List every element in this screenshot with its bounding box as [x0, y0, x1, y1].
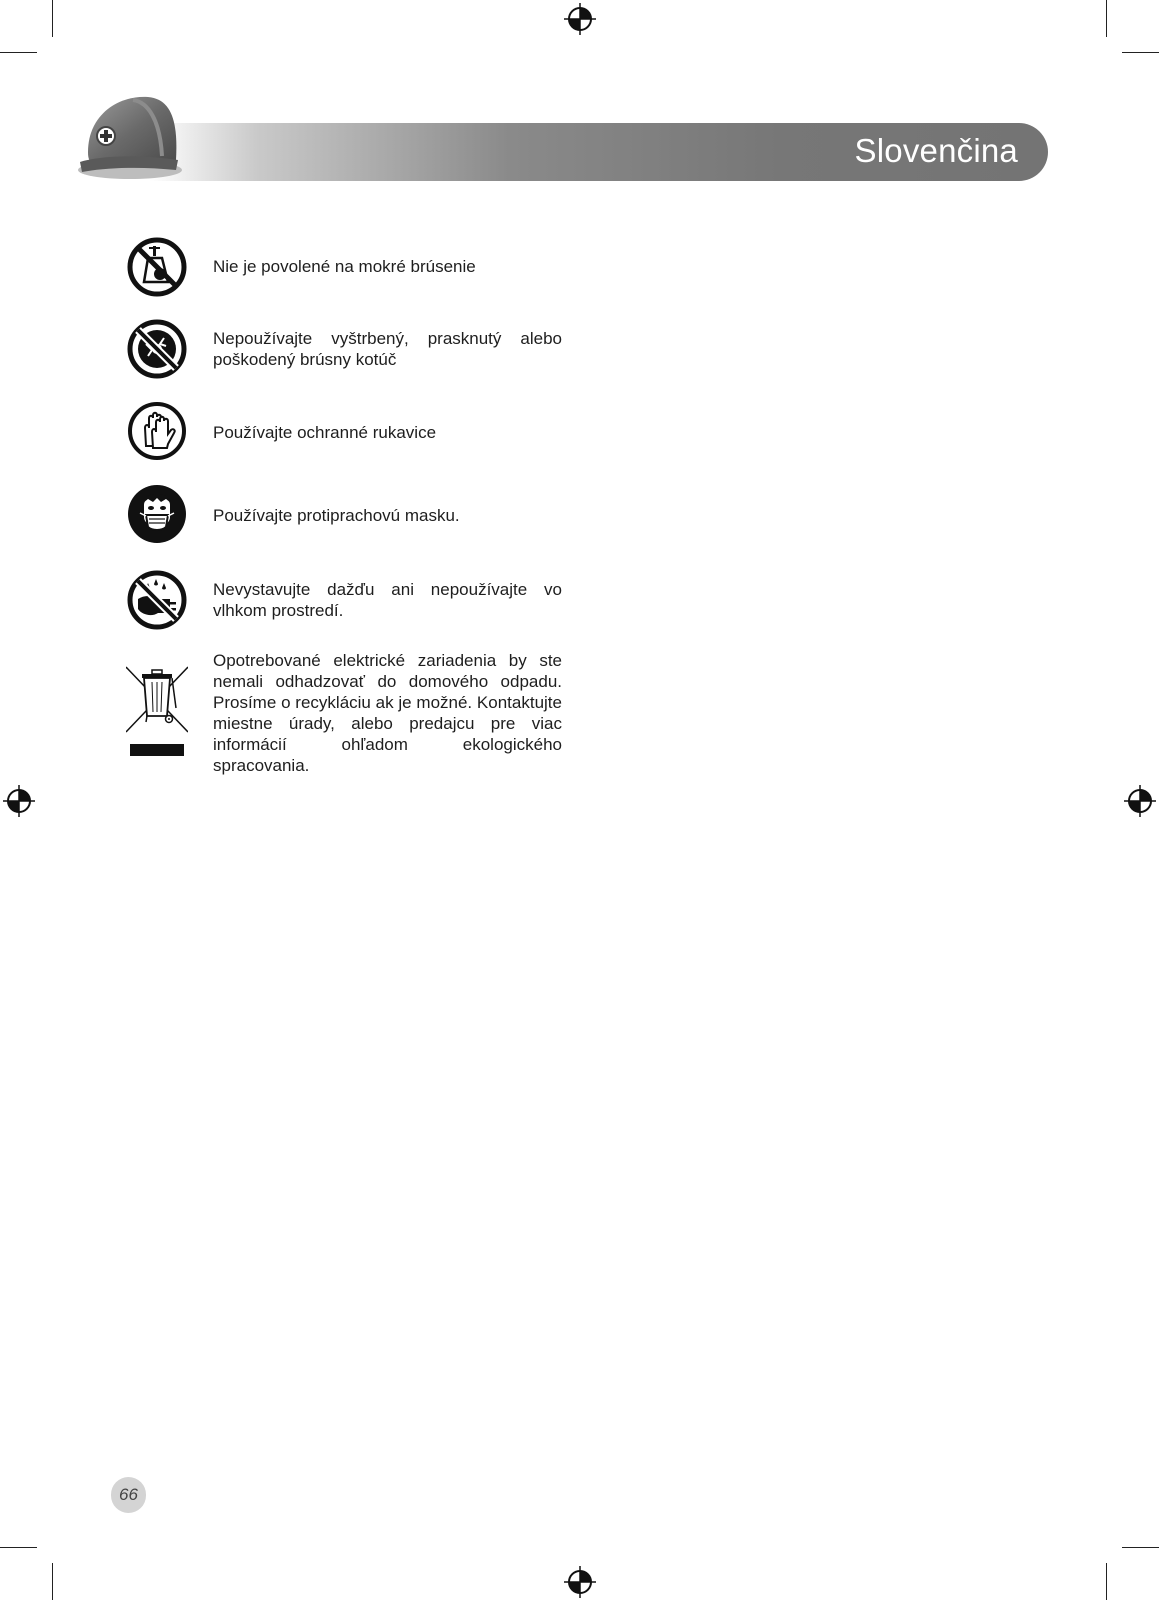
crop-mark	[1122, 1547, 1159, 1548]
page-number: 66	[111, 1477, 146, 1513]
header-banner	[150, 123, 1048, 181]
crop-mark	[0, 52, 37, 53]
registration-mark-icon	[564, 1566, 596, 1598]
safety-item-text: Nepoužívajte vyštrbený, prasknutý alebo poškodený brúsny kotúč	[213, 329, 562, 369]
safety-item-text: Používajte protiprachovú masku.	[213, 506, 460, 525]
safety-item-text: Nevystavujte dažďu ani nepoužívajte vo vlhkom prostredí.	[213, 580, 562, 620]
page-title: Slovenčina	[854, 132, 1018, 169]
weee-bin-icon	[126, 664, 188, 774]
crop-mark	[1106, 0, 1107, 37]
safety-item-text: Používajte ochranné rukavice	[213, 423, 437, 442]
crop-mark	[0, 1547, 37, 1548]
crop-mark	[1106, 1563, 1107, 1600]
no-damaged-disc-icon	[126, 318, 188, 380]
crop-mark	[1122, 52, 1159, 53]
crop-mark	[52, 0, 53, 37]
no-rain-icon	[126, 569, 188, 631]
registration-mark-icon	[1124, 785, 1156, 817]
safety-item-text: Opotrebované elektrické zariadenia by ste nemali odhadzovať do domového odpadu. Prosíme o recykláciu ak je možné. Kontaktujte miestne úrady, alebo predajcu pre viac informácií ohľadom ekologického spracovania.	[213, 651, 562, 775]
hard-hat-icon	[78, 90, 188, 185]
no-wet-grinding-icon	[126, 236, 188, 298]
safety-item-text: Nie je povolené na mokré brúsenie	[213, 257, 476, 276]
crop-mark	[52, 1563, 53, 1600]
gloves-icon	[126, 400, 188, 462]
registration-mark-icon	[564, 3, 596, 35]
registration-mark-icon	[3, 785, 35, 817]
dust-mask-icon	[126, 483, 188, 545]
